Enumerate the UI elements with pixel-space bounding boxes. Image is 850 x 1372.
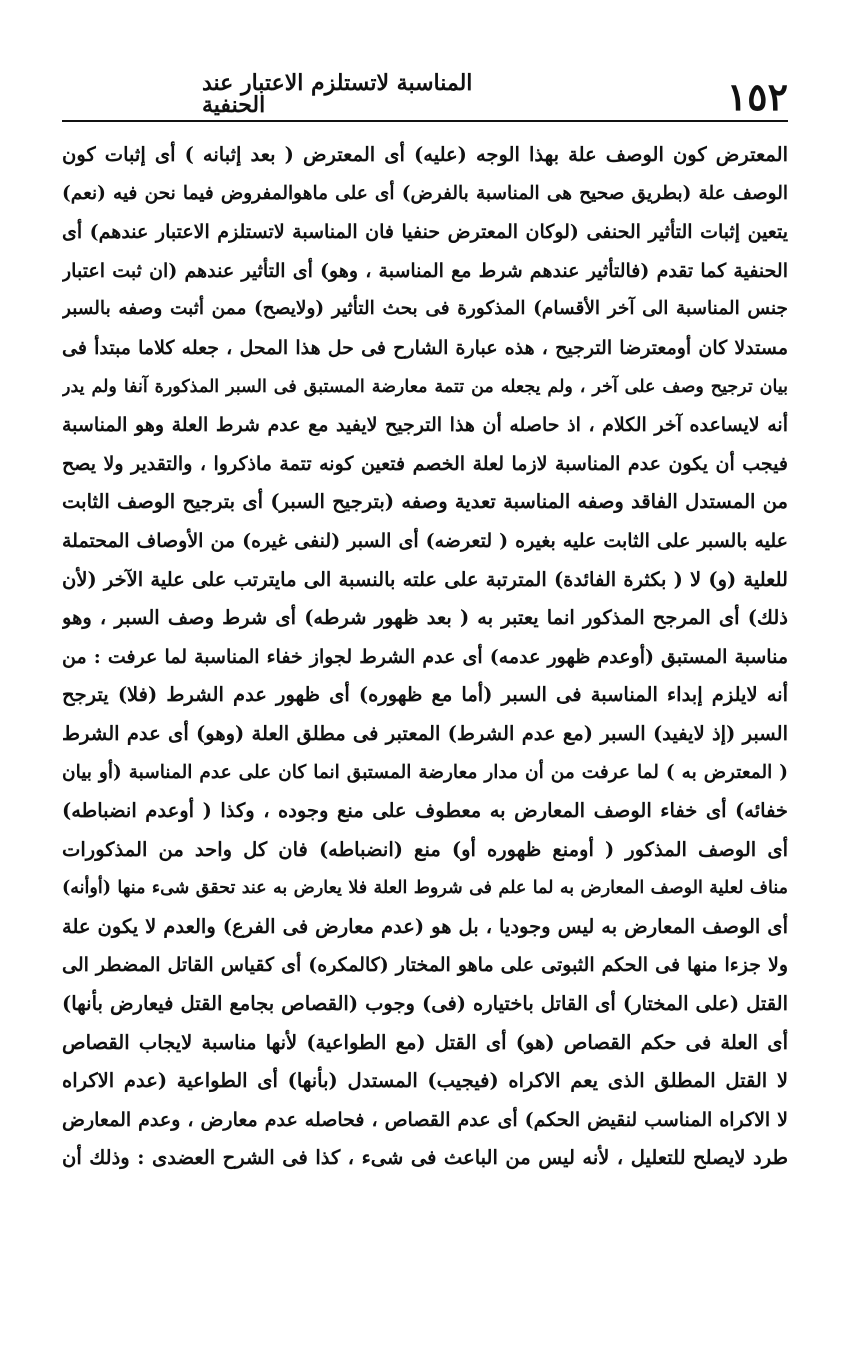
page-header — [62, 70, 788, 122]
text-line: بيان ترجيح وصف على آخر ، ولم يجعله من تتمة معارضة المستبق فى السبر المذكورة آنفا ولم يدر — [62, 376, 788, 397]
text-line: للعلية (و) لا ( بكثرة الفائدة) المترتبة على علته بالنسبة الى مايترتب على علية الآخر (لأن — [62, 567, 788, 591]
text-line: مستدلا كان أومعترضا الترجيح ، هذه عبارة الشارح فى حل هذا المحل ، جعله كلاما مبتدأ فى — [62, 336, 788, 359]
text-line: أى الوصف المعارض به ليس وجوديا ، بل هو (عدم معارض فى الفرع) والعدم لا يكون علة — [62, 914, 788, 938]
running-title: المناسبة لاتستلزم الاعتبار عند الحنفية — [202, 70, 473, 118]
text-line: أنه لايساعده آخر الكلام ، اذ حاصله أن هذا الترجيح لايفيد مع عدم شرط العلة وهو المناسبة — [62, 414, 788, 437]
text-line: يتعين إثبات التأثير الحنفى (لوكان المعترض حنفيا فان المناسبة لاتستلزم الاعتبار عندهم) أى — [62, 221, 788, 244]
page-number: ١٥٢ — [726, 74, 788, 119]
text-line: الحنفية كما تقدم (فالتأثير عندهم شرط مع المناسبة ، وهو) أى التأثير عندهم (ان ثبت اعتبار — [62, 259, 788, 282]
text-line: الوصف علة (بطريق صحيح هى المناسبة بالفرض) أى على ماهوالمفروض فيما نحن فيه (نعم) — [62, 182, 788, 204]
text-line: جنس المناسبة الى آخر الأقسام) المذكورة فى بحث التأثير (ولايصح) ممن أثبت وصفه بالسبر — [62, 298, 788, 320]
text-line: أى الوصف المذكور ( أومنع ظهوره أو) منع (انضباطه) فان كل واحد من المذكورات — [62, 837, 788, 861]
text-line: لا القتل المطلق الذى يعم الاكراه (فيجيب) المستدل (بأنها) أى الطواعية (عدم الاكراه — [62, 1069, 788, 1093]
text-line: طرد لايصلح للتعليل ، لأنه ليس من الباعث فى شىء ، كذا فى الشرح العضدى : وذلك أن — [62, 1146, 788, 1170]
text-line: لا الاكراه المناسب لنقيض الحكم) أى عدم القصاص ، فحاصله عدم معارض ، وعدم المعارض — [62, 1108, 788, 1131]
text-line: أى العلة فى حكم القصاص (هو) أى القتل (مع الطواعية) لأنها مناسبة لايجاب القصاص — [62, 1030, 788, 1054]
text-line: ( المعترض به ) لما عرفت من أن مدار معارضة المستبق انما كان على عدم المناسبة (أو بيان — [62, 761, 788, 783]
text-line: مناف لعلية الوصف المعارض به لما علم فى شروط العلة فلا يعارض به عند تحقق شىء منها (أوأنه) — [62, 878, 788, 899]
text-line: المعترض كون الوصف علة بهذا الوجه (عليه) أى المعترض ( بعد إثبانه ) أى إثبات كون — [62, 143, 788, 166]
text-line: القتل (على المختار) أى القاتل باختياره (فى) وجوب (القصاص بجامع القتل فيعارض بأنها) — [62, 992, 788, 1016]
text-line: السبر (إذ لايفيد) السبر (مع عدم الشرط) المعتبر فى مطلق العلة (وهو) أى عدم الشرط — [62, 721, 788, 745]
text-line: فيجب أن يكون عدم المناسبة لازما لعلة الخصم فتعين كونه تتمة ماذكروا ، والتقدير ولا يصح — [62, 452, 788, 475]
text-line: من المستدل الفاقد وصفه المناسبة تعدية وصفه (بترجيح السبر) أى بترجيح الوصف الثابت — [62, 490, 788, 514]
text-line: ذلك) أى المرجح المذكور انما يعتبر به ( بعد ظهور شرطه) أى شرط وصف السبر ، وهو — [62, 606, 788, 630]
text-line: ولا جزءا منها فى الحكم الثبوتى على ماهو المختار (كالمكره) أى كقياس القاتل المضطر الى — [62, 954, 788, 977]
text-line: خفائه) أى خفاء الوصف المعارض به معطوف على منع وجوده ، وكذا ( أوعدم انضباطه) — [62, 799, 788, 823]
text-line: عليه بالسبر على الثابت عليه بغيره ( لتعرضه) أى السبر (لنفى غيره) من الأوصاف المحتملة — [62, 529, 788, 552]
text-line: مناسبة المستبق (أوعدم ظهور عدمه) أى عدم الشرط لجواز خفاء المناسبة لما عرفت : من — [62, 645, 788, 668]
body-text — [62, 136, 788, 1178]
text-line: أنه لايلزم إبداء المناسبة فى السبر (أما مع ظهوره) أى ظهور عدم الشرط (فلا) يترجح — [62, 683, 788, 707]
